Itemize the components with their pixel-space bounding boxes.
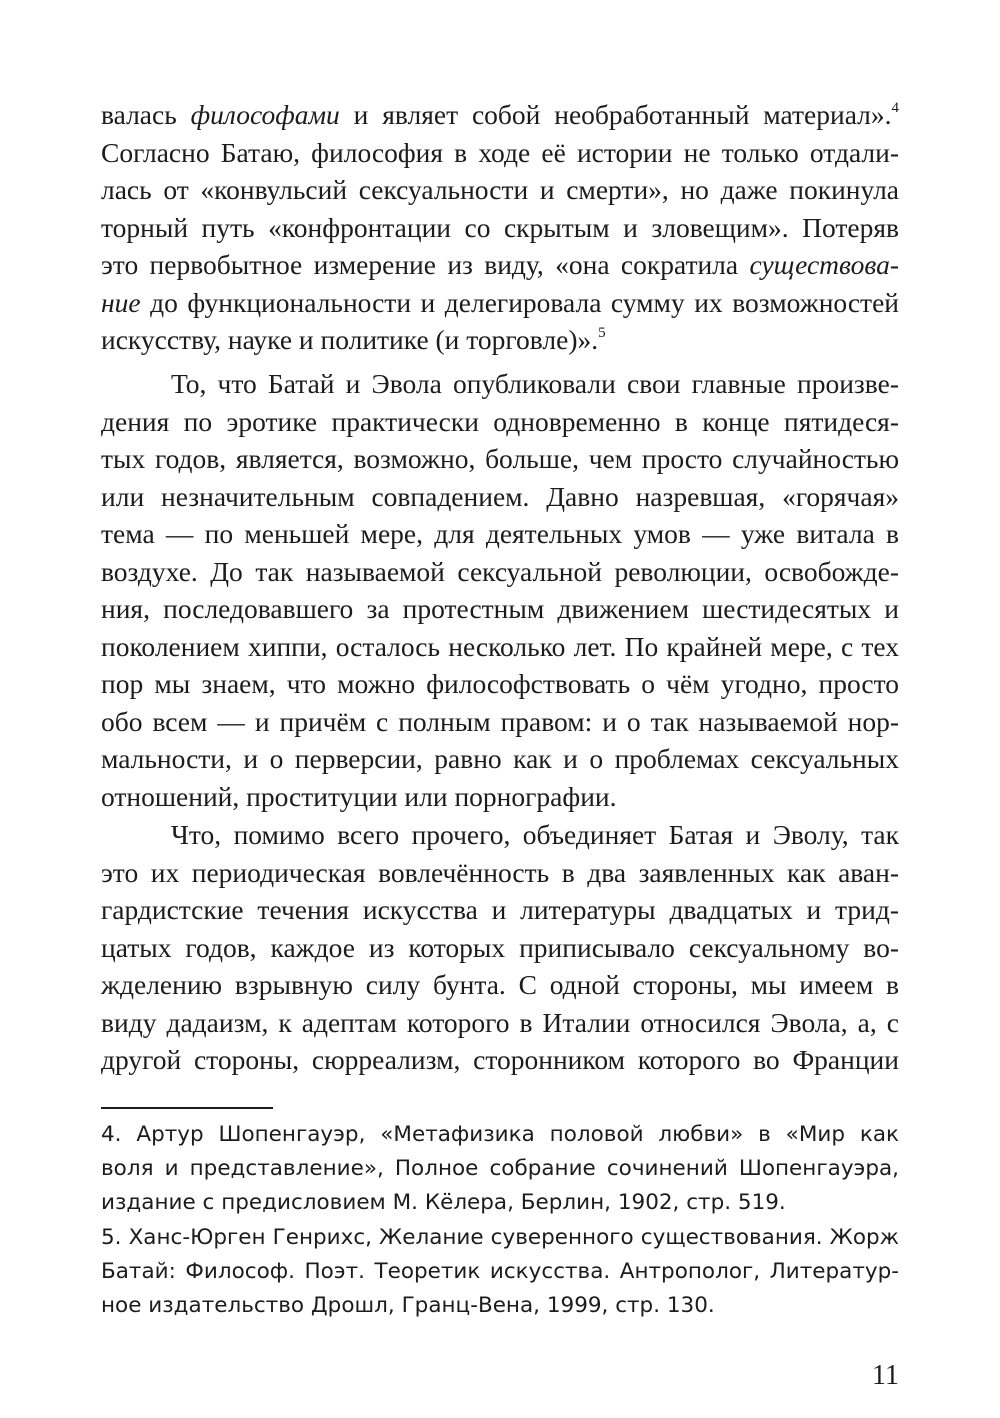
text-span: валась bbox=[101, 99, 191, 130]
footnote-4 bbox=[101, 1118, 899, 1221]
text-span: это первобытное измерение из виду, «она сократила bbox=[101, 249, 750, 280]
text-span: и являет собой необработанный материал». bbox=[339, 99, 892, 130]
text-line: поколением хиппи, осталось несколько лет. По крайней мере, с тех bbox=[101, 630, 899, 662]
page-number: 11 bbox=[872, 1360, 899, 1391]
text-line: тема — по меньшей мере, для деятельных умов — уже витала в bbox=[101, 518, 899, 549]
footnote-ref-4: 4 bbox=[891, 99, 899, 116]
footnote-line: издание с предисловием М. Кёлера, Берлин, 1902, стр. 519. bbox=[101, 1190, 786, 1216]
text-line: торный путь «конфронтации со скрытым и зловещим». Потеряв bbox=[101, 211, 899, 243]
text-line: пор мы знаем, что можно философствовать о чём угодно, просто bbox=[101, 668, 899, 699]
italic-text: существова- bbox=[749, 249, 899, 280]
footnote-line: воля и представление», Полное собрание сочинений Шопенгауэра, bbox=[101, 1156, 899, 1182]
text-line: цатых годов, каждое из которых приписывало сексуальному во- bbox=[101, 931, 899, 963]
text-line: То, что Батай и Эвола опубликовали свои главные произве- bbox=[171, 368, 899, 399]
paragraph-1 bbox=[101, 96, 899, 359]
italic-text: философами bbox=[190, 99, 340, 130]
text-line: ния, последовавшего за протестным движением шестидесятых и bbox=[101, 593, 899, 624]
text-line bbox=[101, 246, 899, 284]
footnotes bbox=[101, 1118, 899, 1323]
text-line: воздухе. До так называемой сексуальной революции, освобожде- bbox=[101, 555, 899, 587]
text-line: лась от «конвульсий сексуальности и смерти», но даже покинула bbox=[101, 174, 899, 205]
text-line: Согласно Батаю, философия в ходе её истории не только отдали- bbox=[101, 136, 899, 168]
text-line: или незначительным совпадением. Давно назревшая, «горячая» bbox=[101, 480, 899, 512]
text-line: Что, помимо всего прочего, объединяет Батая и Эволу, так bbox=[171, 819, 899, 850]
footnote-line: Батай: Философ. Поэт. Теоретик искусства. Антрополог, Литератур- bbox=[101, 1258, 899, 1284]
text-line: это их периодическая вовлечённость в два заявленных как аван- bbox=[101, 856, 899, 888]
text-line: обо всем — и причём с полным правом: и о так называемой нор- bbox=[101, 705, 899, 737]
footnote-5 bbox=[101, 1221, 899, 1324]
text-line: тых годов, является, возможно, больше, чем просто случайностью bbox=[101, 443, 899, 474]
footnote-divider bbox=[101, 1107, 273, 1109]
text-line: дения по эротике практически одновременно в конце пятидеся- bbox=[101, 405, 899, 437]
text-line: отношений, проституции или порнографии. bbox=[101, 780, 617, 812]
paragraph-2 bbox=[101, 365, 899, 815]
text-span: до функциональности и делегировала сумму их возможностей bbox=[140, 286, 899, 318]
footnote-ref-5: 5 bbox=[598, 324, 606, 341]
text-line bbox=[101, 96, 899, 134]
text-line bbox=[101, 284, 899, 322]
text-span: искусству, науке и политике (и торговле)». bbox=[101, 324, 599, 355]
footnote-line: ное издательство Дрошл, Гранц-Вена, 1999, стр. 130. bbox=[101, 1292, 715, 1318]
footnote-line: 5. Ханс-Юрген Генрихс, Желание суверенного существования. Жорж bbox=[101, 1224, 899, 1250]
text-line bbox=[101, 321, 899, 359]
italic-text: ние bbox=[101, 286, 141, 318]
paragraph-3 bbox=[101, 816, 899, 1079]
text-line: гардистские течения искусства и литературы двадцатых и трид- bbox=[101, 894, 899, 925]
text-line: другой стороны, сюрреализм, сторонником которого во Франции bbox=[101, 1044, 899, 1075]
text-line: жделению взрывную силу бунта. С одной стороны, мы имеем в bbox=[101, 969, 899, 1000]
text-line: виду дадаизм, к адептам которого в Италии относился Эвола, а, с bbox=[101, 1006, 899, 1038]
footnote-line: 4. Артур Шопенгауэр, «Метафизика половой любви» в «Мир как bbox=[101, 1122, 899, 1147]
text-line: мальности, и о перверсии, равно как и о проблемах сексуальных bbox=[101, 743, 899, 774]
